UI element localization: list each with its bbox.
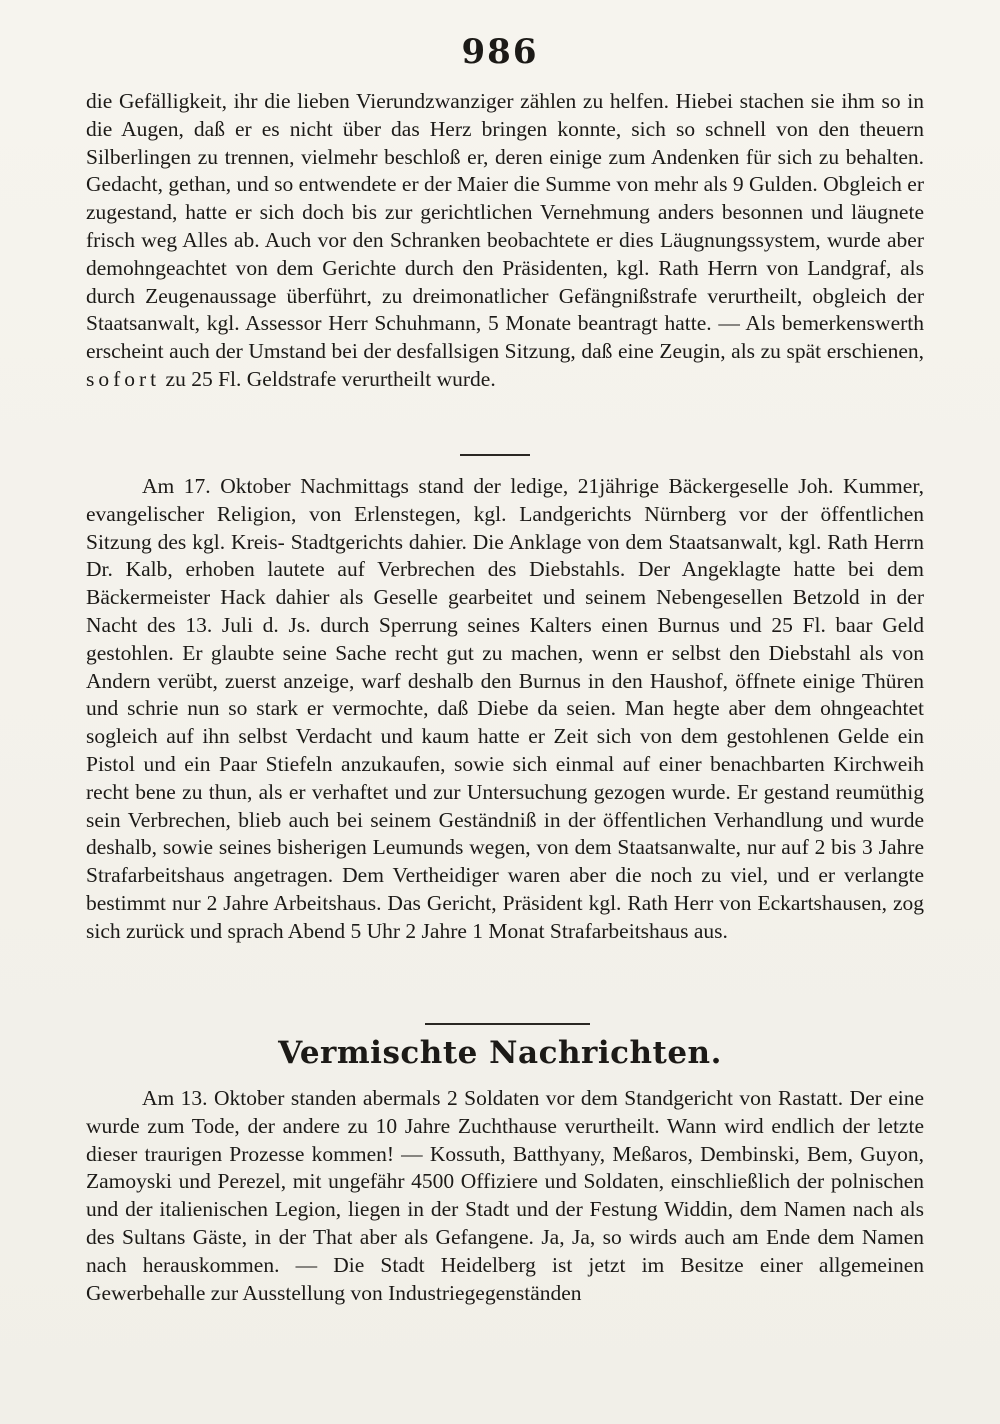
paragraph-text: die Gefälligkeit, ihr die lieben Vierundzwanziger zählen zu helfen. Hiebei stachen sie ihm so in die Augen, daß er es nicht über das Herz bringen konnte, sich so schnell von den theuern Silberlingen zu trennen, vielmehr beschloß er, deren einige zum Andenken für sich zu behalten. Gedacht, gethan, und so entwendete er der Maier die Summe von mehr als 9 Gulden. Obgleich er zugestand, hatte er sich doch bis zur gerichtlichen Vernehmung anders besonnen und läugnete frisch weg Alles ab. Auch vor den Schranken beobachtete er dies Läugnungssystem, wurde aber demohngeachtet von dem Gerichte durch den Präsidenten, kgl. Rath Herrn von Landgraf, als durch Zeugenaussage überführt, zu dreimonatlicher Gefängnißstrafe verurtheilt, obgleich der Staatsanwalt, kgl. Assessor Herr Schuhmann, 5 Monate beantragt hatte. — Als bemerkenswerth erscheint auch der Umstand bei der desfallsigen Sitzung, daß eine Zeugin, als zu spät erschienen, <box>86 89 924 364</box>
article-continuation <box>86 88 924 394</box>
emphasized-word: sofort <box>86 366 161 391</box>
paragraph: Am 17. Oktober Nachmittags stand der ledige, 21jährige Bäckergeselle Joh. Kummer, evangelischer Religion, von Erlenstegen, kgl. Landgerichts Nürnberg vor der öffentlichen Sitzung des kgl. Kreis- Stadtgerichts dahier. Die Anklage von dem Staatsanwalt, kgl. Rath Herrn Dr. Kalb, erhoben lautete auf Verbrechen des Diebstahls. Der Angeklagte hatte bei dem Bäckermeister Hack dahier als Geselle gearbeitet und seinem Nebengesellen Betzold in der Nacht des 13. Juli d. Js. durch Sperrung seines Kalters einen Burnus und 25 Fl. baar Geld gestohlen. Er glaubte seine Sache recht gut zu machen, wenn er selbst den Diebstahl als von Andern verübt, zuerst anzeige, warf deshalb den Burnus in den Haushof, öffnete einige Thüren und schrie nun so stark er vermochte, daß Diebe da seien. Man hegte aber dem ohngeachtet sogleich auf ihn selbst Verdacht und kaum hatte er Zeit sich von dem gestohlenen Gelde ein Pistol und ein Paar Stiefeln anzukaufen, sowie sich einmal auf einer benachbarten Kirchweih recht bene zu thun, als er verhaftet und zur Untersuchung gezogen wurde. Er gestand reumüthig sein Verbrechen, blieb auch bei seinem Geständniß in der öffentlichen Verhandlung und wurde deshalb, sowie seines bisherigen Leumunds wegen, von dem Staatsanwalte, nur auf 2 bis 3 Jahre Strafarbeitshaus angetragen. Dem Vertheidiger waren aber die noch zu viel, und er verlangte bestimmt nur 2 Jahre Arbeitshaus. Das Gericht, Präsident kgl. Rath Herr von Eckartshausen, zog sich zurück und sprach Abend 5 Uhr 2 Jahre 1 Monat Strafarbeitshaus aus. <box>86 474 924 943</box>
separator-rule <box>425 1023 590 1025</box>
paragraph: Am 13. Oktober standen abermals 2 Soldaten vor dem Standgericht von Rastatt. Der eine wurde zum Tode, der andere zu 10 Jahre Zuchthause verurtheilt. Wann wird endlich der letzte dieser traurigen Prozesse kommen! — Kossuth, Batthyany, Meßaros, Dembinski, Bem, Guyon, Zamoyski und Perezel, mit ungefähr 4500 Offiziere und Soldaten, einschließlich der polnischen und der italienischen Legion, liegen in der Stadt und der Festung Widdin, dem Namen nach als des Sultans Gäste, in der That aber als Gefangene. Ja, Ja, so wirds auch am Ende dem Namen nach herauskommen. — Die Stadt Heidelberg ist jetzt im Besitze einer allgemeinen Gewerbehalle zur Ausstellung von Industriegegenständen <box>86 1086 924 1305</box>
section-heading: Vermischte Nachrichten. <box>278 1035 722 1071</box>
separator-rule <box>460 454 530 456</box>
paragraph-text-end: zu 25 Fl. Geldstrafe verurtheilt wurde. <box>165 366 496 391</box>
court-report <box>86 473 924 946</box>
paragraph <box>86 88 924 394</box>
page-number: 986 <box>461 32 539 72</box>
miscellaneous-news <box>86 1085 924 1307</box>
